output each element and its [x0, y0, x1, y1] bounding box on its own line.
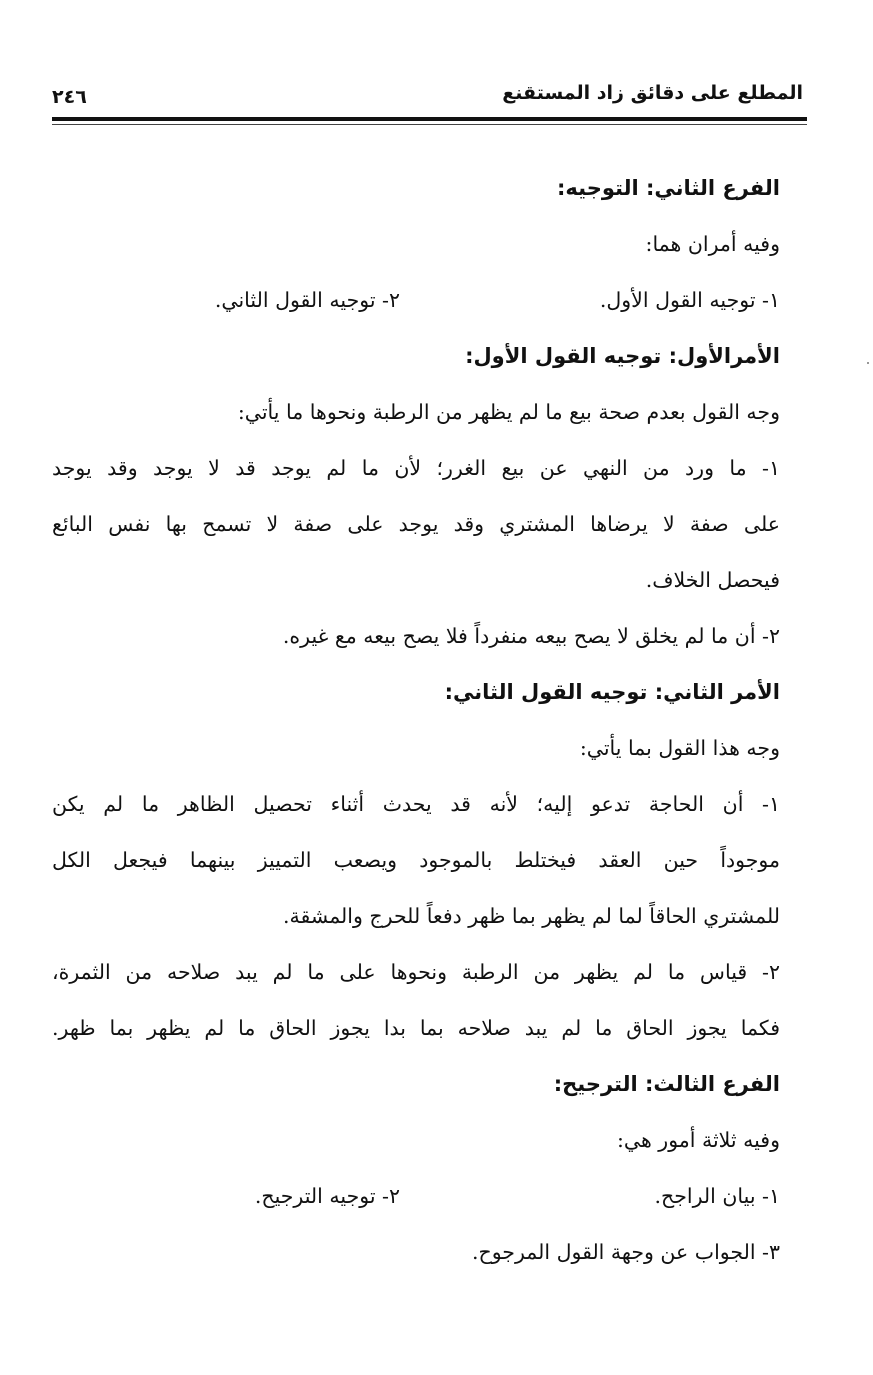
text-line: وفيه أمران هما:	[645, 232, 780, 256]
running-title: المطلع على دقائق زاد المستقنع	[502, 82, 803, 104]
text-line: وجه هذا القول بما يأتي:	[579, 736, 780, 760]
text-line: ١- ما ورد من النهي عن بيع الغرر؛ لأن ما لم يوجد قد لا يوجد وقد يوجد	[52, 456, 780, 480]
text-line: على صفة لا يرضاها المشتري وقد يوجد على صفة لا تسمح بها نفس البائع	[52, 512, 780, 536]
section-heading-preference: الفرع الثالث: الترجيح:	[553, 1072, 780, 1096]
body-text	[52, 160, 780, 1280]
scan-speck	[867, 362, 869, 364]
text-line: وجه القول بعدم صحة بيع ما لم يظهر من الرطبة ونحوها ما يأتي:	[237, 400, 780, 424]
list-row	[52, 272, 780, 328]
text-line: للمشتري الحاقاً لما لم يظهر بما ظهر دفعاً للحرج والمشقة.	[283, 904, 780, 928]
text-line: وفيه ثلاثة أمور هي:	[616, 1128, 780, 1152]
list-item: ١- توجيه القول الأول.	[599, 288, 780, 312]
text-line: فكما يجوز الحاق ما لم يبد صلاحه بما بدا يجوز الحاق ما لم يظهر بما ظهر.	[52, 1016, 780, 1040]
subsection-heading-first: الأمرالأول: توجيه القول الأول:	[465, 344, 780, 368]
list-item: ٢- توجيه الترجيح.	[254, 1184, 400, 1208]
section-heading-guidance: الفرع الثاني: التوجيه:	[557, 176, 780, 200]
header-rule-thick	[52, 117, 807, 121]
page-header	[52, 82, 803, 114]
text-line: موجوداً حين العقد فيختلط بالموجود ويصعب التمييز بينهما فيجعل الكل	[52, 848, 780, 872]
text-line: ٣- الجواب عن وجهة القول المرجوح.	[471, 1240, 780, 1264]
text-line: فيحصل الخلاف.	[645, 568, 780, 592]
text-line: ٢- أن ما لم يخلق لا يصح بيعه منفرداً فلا يصح بيعه مع غيره.	[282, 624, 780, 648]
list-item: ٢- توجيه القول الثاني.	[214, 288, 400, 312]
header-rule-thin	[52, 124, 807, 125]
list-item: ١- بيان الراجح.	[654, 1184, 780, 1208]
text-line: ١- أن الحاجة تدعو إليه؛ لأنه قد يحدث أثناء تحصيل الظاهر ما لم يكن	[52, 792, 780, 816]
subsection-heading-second: الأمر الثاني: توجيه القول الثاني:	[444, 680, 780, 704]
page-number: ٢٤٦	[52, 86, 87, 108]
text-line: ٢- قياس ما لم يظهر من الرطبة ونحوها على ما لم يبد صلاحه من الثمرة،	[52, 960, 780, 984]
list-row	[52, 1168, 780, 1224]
